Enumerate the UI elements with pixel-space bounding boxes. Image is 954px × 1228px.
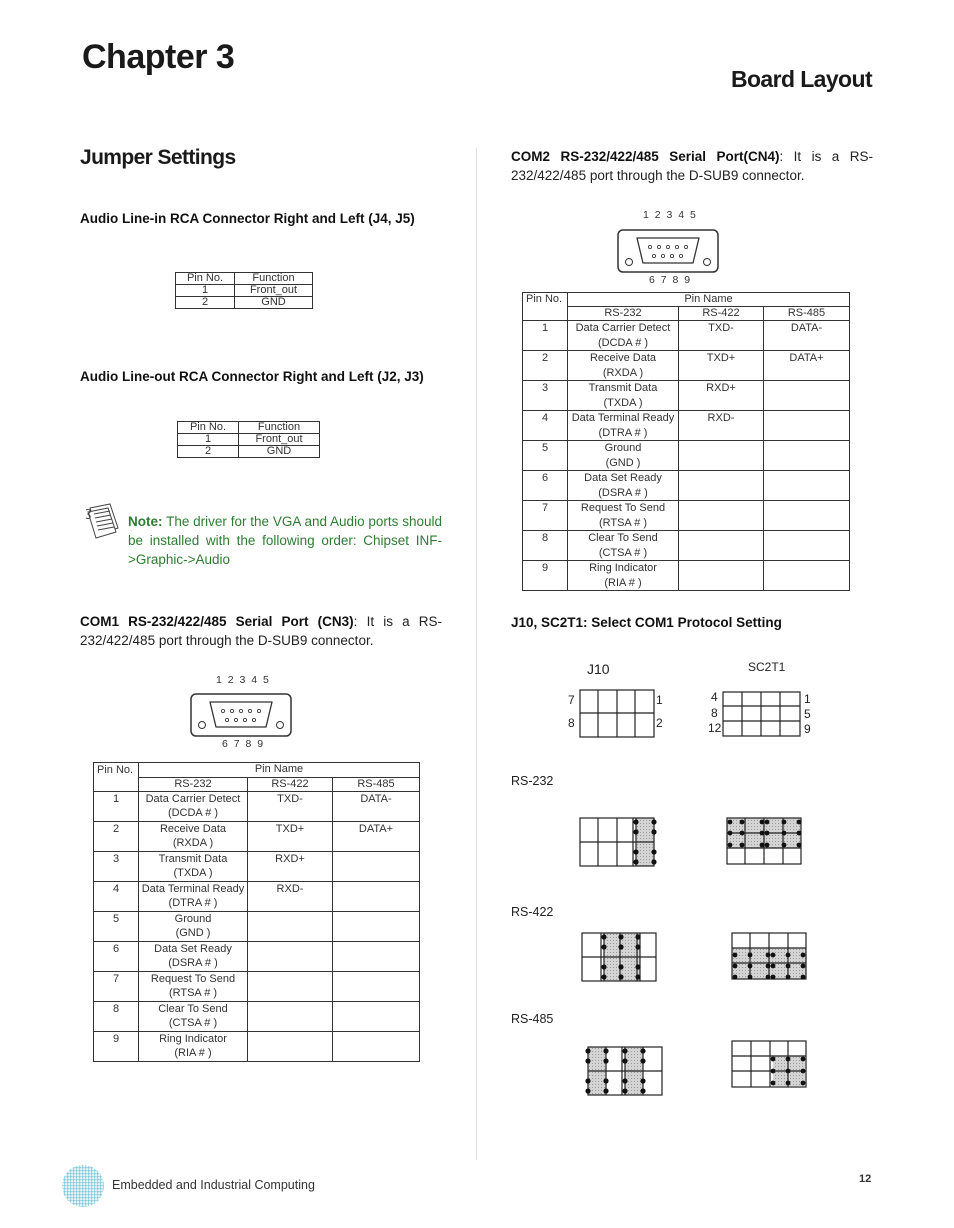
column-divider — [476, 148, 477, 1160]
com2-pins-bottom: 6 7 8 9 — [649, 274, 692, 286]
table-row: 7 Request To Send (RTSA # ) — [523, 501, 850, 531]
sc2t1-pin-label: 8 — [711, 706, 718, 720]
table-row: 2 GND — [176, 297, 313, 309]
table-row: 6 Data Set Ready (DSRA # ) — [523, 471, 850, 501]
table-row: 8 Clear To Send (CTSA # ) — [523, 531, 850, 561]
table-header: Function — [239, 422, 320, 434]
sc2t1-label: SC2T1 — [748, 660, 786, 674]
com1-description: COM1 RS-232/422/485 Serial Port (CN3): It is a RS-232/422/485 port through the D-SUB9 connector. — [80, 614, 442, 648]
page-number: 12 — [859, 1173, 872, 1185]
table-row: 1 Data Carrier Detect (DCDA # ) TXD- DATA- — [523, 321, 850, 351]
mode-label-rs232: RS-232 — [511, 774, 554, 788]
table-row: 5 Ground (GND ) — [523, 441, 850, 471]
table-header: Pin No. — [178, 422, 239, 434]
table-row: 4 Data Terminal Ready (DTRA # ) RXD- — [523, 411, 850, 441]
note-paragraph: Note: The driver for the VGA and Audio ports should be installed with the following order: Chipset INF->Graphic->Audio — [128, 514, 442, 567]
audio-in-table — [175, 272, 313, 309]
jumper-diagrams — [560, 680, 830, 1100]
table-header: Pin Name — [139, 763, 420, 778]
table-header: Function — [235, 273, 313, 285]
audio-in-heading: Audio Line-in RCA Connector Right and Left (J4, J5) — [80, 211, 415, 226]
table-row: 9 Ring Indicator (RIA # ) — [94, 1031, 420, 1061]
com1-pins-bottom: 6 7 8 9 — [222, 738, 265, 750]
table-header: Pin No. — [176, 273, 235, 285]
sc2t1-pin-label: 5 — [804, 707, 811, 721]
audio-out-heading: Audio Line-out RCA Connector Right and Left (J2, J3) — [80, 369, 424, 384]
com2-dsub9-icon — [617, 229, 719, 273]
table-row: 4 Data Terminal Ready (DTRA # ) RXD- — [94, 881, 420, 911]
table-row: 9 Ring Indicator (RIA # ) — [523, 561, 850, 591]
table-row: 1 Data Carrier Detect (DCDA # ) TXD- DATA- — [94, 791, 420, 821]
sc2t1-pin-label: 1 — [804, 692, 811, 706]
table-row: 2 Receive Data (RXDA ) TXD+ DATA+ — [523, 351, 850, 381]
table-row: 1 Front_out — [176, 285, 313, 297]
j10-pin-label: 7 — [568, 693, 575, 707]
com1-pin-table: Pin No. Pin Name RS-232 RS-422 RS-485 1 Data Carrier Detect (DCDA # ) TXD- DATA- 2 Receive Data (RXDA ) TXD+ DATA+ 3 Transmit Data (TXDA ) RXD+ 4 Data Terminal Ready (DTRA # ) RXD- 5 Ground (GND ) 6 Data Set Ready (DSRA # ) 7 Request To Send (RTSA # ) 8 Clear To Send (CTSA # ) 9 Ring Indicator (RIA # ) — [93, 762, 420, 1062]
company-logo-icon — [60, 1163, 106, 1209]
com2-description: COM2 RS-232/422/485 Serial Port(CN4): It is a RS-232/422/485 port through the D-SUB9 connector. — [511, 149, 874, 183]
table-row: 2 Receive Data (RXDA ) TXD+ DATA+ — [94, 821, 420, 851]
table-row: 8 Clear To Send (CTSA # ) — [94, 1001, 420, 1031]
sc2t1-pin-label: 4 — [711, 690, 718, 704]
jumper-protocol-heading: J10, SC2T1: Select COM1 Protocol Setting — [511, 615, 782, 630]
table-header: Pin No. — [523, 293, 568, 307]
audio-out-table — [177, 421, 320, 458]
subsection-title: Jumper Settings — [80, 146, 236, 169]
com2-pin-table: Pin No. Pin Name RS-232 RS-422 RS-485 1 Data Carrier Detect (DCDA # ) TXD- DATA- 2 Receive Data (RXDA ) TXD+ DATA+ 3 Transmit Data (TXDA ) RXD+ 4 Data Terminal Ready (DTRA # ) RXD- 5 Ground (GND ) 6 Data Set Ready (DSRA # ) 7 Request To Send (RTSA # ) 8 Clear To Send (CTSA # ) 9 Ring Indicator (RIA # ) — [522, 292, 850, 591]
table-header: Pin No. — [94, 763, 139, 778]
com2-pins-top: 1 2 3 4 5 — [643, 209, 698, 221]
j10-label: J10 — [587, 661, 610, 677]
table-row: 2 GND — [178, 446, 320, 458]
j10-pin-label: 2 — [656, 716, 663, 730]
table-row: 3 Transmit Data (TXDA ) RXD+ — [94, 851, 420, 881]
sc2t1-pin-label: 12 — [708, 721, 722, 735]
table-row: 7 Request To Send (RTSA # ) — [94, 971, 420, 1001]
j10-pin-label: 8 — [568, 716, 575, 730]
table-row: 1 Front_out — [178, 434, 320, 446]
table-header: Pin Name — [568, 293, 850, 307]
com1-pins-top: 1 2 3 4 5 — [216, 674, 271, 686]
table-row: 6 Data Set Ready (DSRA # ) — [94, 941, 420, 971]
mode-label-rs485: RS-485 — [511, 1012, 554, 1026]
table-row: 3 Transmit Data (TXDA ) RXD+ — [523, 381, 850, 411]
com1-dsub9-icon — [190, 693, 292, 737]
note-icon — [84, 500, 124, 542]
table-row: 5 Ground (GND ) — [94, 911, 420, 941]
sc2t1-pin-label: 9 — [804, 722, 811, 736]
j10-pin-label: 1 — [656, 693, 663, 707]
footer-text: Embedded and Industrial Computing — [112, 1178, 315, 1192]
chapter-title: Chapter 3 — [82, 38, 235, 76]
mode-label-rs422: RS-422 — [511, 905, 554, 919]
section-title: Board Layout — [730, 66, 872, 92]
